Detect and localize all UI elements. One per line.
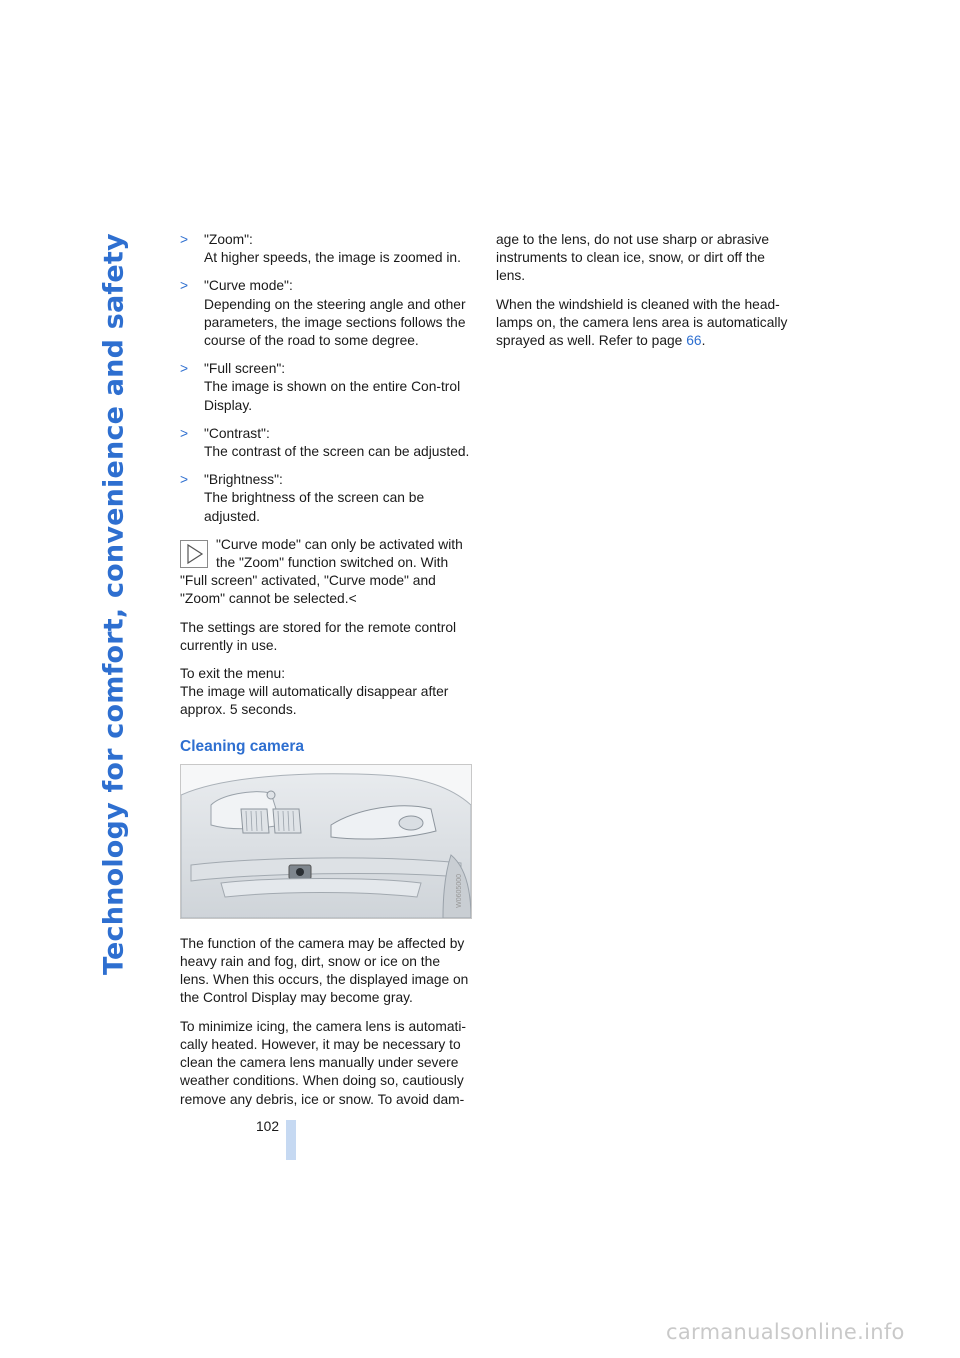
bullet-text: The image is shown on the entire Con-trol Display.	[204, 379, 461, 413]
bullet-full-screen	[180, 360, 472, 415]
bullet-title: "Full screen":	[204, 361, 286, 377]
right-column	[496, 231, 792, 360]
paragraph-exit-menu	[180, 665, 472, 720]
car-front-illustration	[181, 765, 471, 918]
paragraph-windshield	[496, 296, 792, 351]
watermark: carmanualsonline.info	[666, 1320, 905, 1344]
paragraph-settings: The settings are stored for the remote control currently in use.	[180, 619, 457, 653]
bullet-title: "Contrast":	[204, 425, 270, 441]
page-reference-link[interactable]: 66	[686, 333, 702, 349]
bullet-title: "Curve mode":	[204, 278, 293, 294]
bullet-marker: >	[180, 425, 189, 441]
paragraph-continuation: age to the lens, do not use sharp or abrasive instruments to clean ice, snow, or dirt off the lens.	[496, 232, 770, 284]
exit-menu-text: The image will automatically disappear after approx. 5 seconds.	[180, 684, 449, 718]
bullet-text: Depending on the steering angle and other parameters, the image sections follows the course of the road to some degree.	[204, 296, 466, 349]
bullet-text: At higher speeds, the image is zoomed in.	[204, 250, 461, 266]
bullet-marker: >	[180, 232, 189, 247]
section-heading-cleaning-camera: Cleaning camera	[180, 737, 305, 755]
bullet-title: "Zoom":	[204, 232, 253, 247]
paragraph-icing: To minimize icing, the camera lens is automati-cally heated. However, it may be necessary to clean the camera lens manually under severe weather conditions. When doing so, cautiously remove any debris, ice or snow. To avoid dam-	[180, 1018, 467, 1107]
bullet-text: The contrast of the screen can be adjusted.	[204, 444, 470, 460]
bullet-zoom	[180, 231, 472, 267]
bullet-contrast	[180, 425, 472, 461]
paragraph-function: The function of the camera may be affected by heavy rain and fog, dirt, snow or ice on the lens. When this occurs, the displayed image on the Control Display may become gray.	[180, 935, 469, 1006]
windshield-text: When the windshield is cleaned with the head-lamps on, the camera lens area is automatically sprayed as well. Refer to page	[496, 296, 788, 349]
bullet-marker: >	[180, 361, 189, 377]
note-end-mark: <	[348, 591, 357, 607]
figure-code: W0605000	[455, 874, 463, 908]
windshield-end: .	[701, 333, 706, 349]
exit-menu-title: To exit the menu:	[180, 666, 286, 682]
camera-figure	[180, 764, 472, 919]
note-block	[180, 536, 472, 609]
bullet-brightness	[180, 471, 472, 526]
left-column	[180, 231, 472, 1119]
chapter-side-title: Technology for comfort, convenience and safety	[98, 233, 130, 975]
bullet-text: The brightness of the screen can be adjusted.	[204, 490, 425, 524]
page-marker-bar	[286, 1120, 296, 1160]
note-triangle-icon	[180, 540, 208, 568]
bullet-curve-mode	[180, 277, 472, 350]
bullet-marker: >	[180, 472, 189, 488]
note-text: "Curve mode" can only be activated with the "Zoom" function switched on. With "Full screen" activated, "Curve mode" and "Zoom" cannot be selected.	[180, 536, 463, 607]
bullet-title: "Brightness":	[204, 472, 283, 488]
page-number: 102	[256, 1119, 280, 1134]
bullet-marker: >	[180, 278, 189, 294]
